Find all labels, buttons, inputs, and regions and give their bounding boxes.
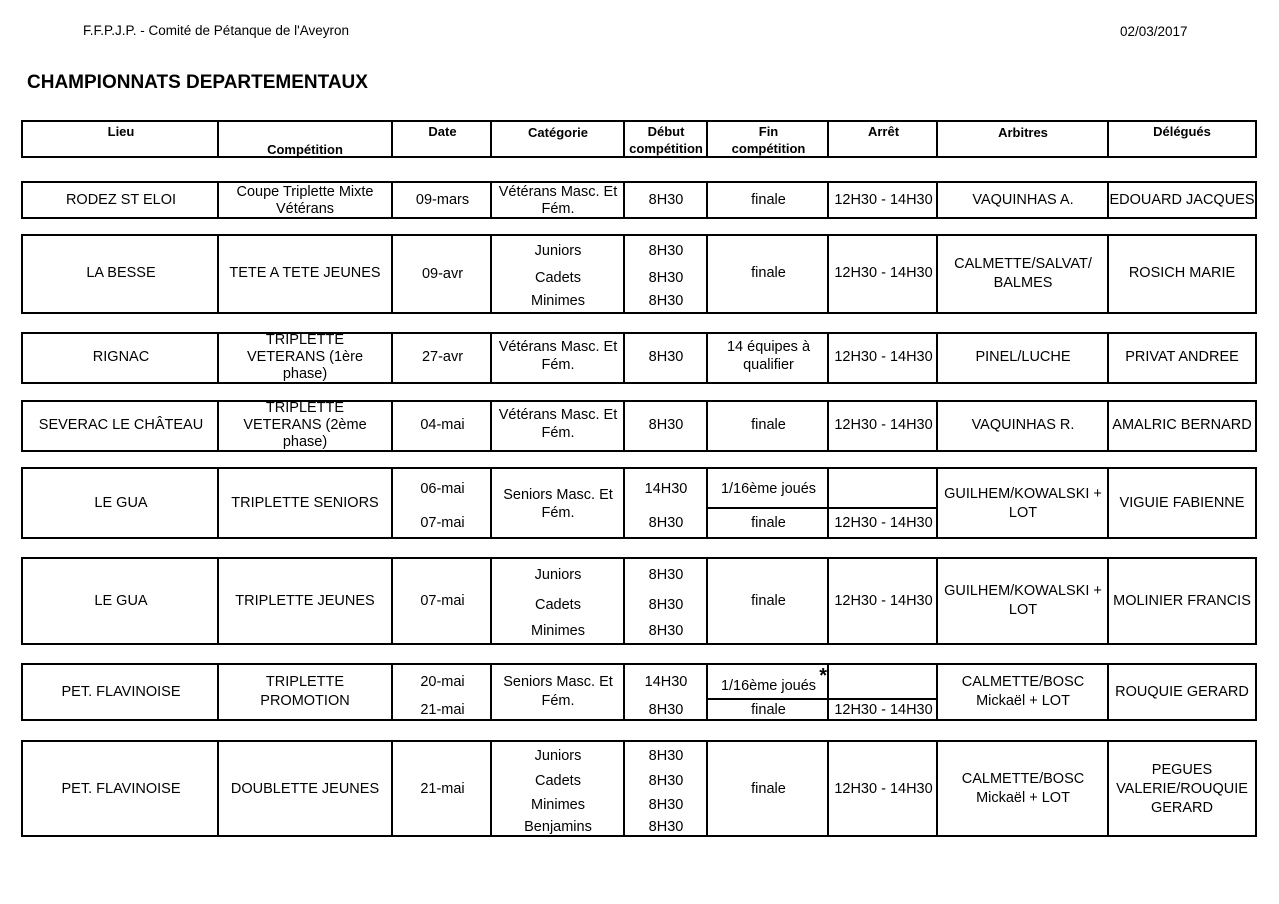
sub-row-divider: [708, 507, 829, 509]
arbitres-text: CALMETTE/SALVAT/: [954, 256, 1092, 272]
cell-fin: [706, 236, 829, 312]
categorie-text: Vétérans Masc. Et: [498, 339, 618, 355]
cell-fin: [706, 402, 829, 450]
arret-text: 12H30 - 14H30: [834, 781, 933, 797]
competition-text: TRIPLETTE: [265, 332, 345, 348]
debut-text: 14H30: [644, 481, 688, 497]
debut-text: 8H30: [648, 773, 684, 789]
arbitres-text: CALMETTE/BOSC: [961, 674, 1085, 690]
col-lieu-header: [23, 122, 219, 156]
categorie-text: Fém.: [541, 693, 575, 709]
cell-fin: [706, 665, 829, 719]
arbitres-text: PINEL/LUCHE: [975, 349, 1071, 365]
cell-debut: [623, 334, 707, 382]
cell-lieu: [23, 742, 219, 835]
debut-text: 8H30: [648, 748, 684, 764]
cell-categorie: [490, 183, 624, 217]
col-delegues-label: Délégués: [1153, 124, 1211, 139]
arret-text: 12H30 - 14H30: [834, 515, 933, 531]
arbitres-text: GUILHEM/KOWALSKI +: [944, 486, 1102, 502]
cell-debut: [623, 559, 707, 643]
col-competition-label: Compétition: [267, 142, 343, 157]
date-text: 27-avr: [421, 349, 464, 365]
col-competition-header: [217, 122, 391, 156]
table-row: [21, 332, 1257, 384]
col-categorie-header: [490, 122, 624, 156]
col-debut-header: [623, 122, 707, 156]
arbitres-text: VAQUINHAS R.: [971, 417, 1075, 433]
fin-text: 1/16ème joués: [720, 481, 817, 497]
cell-fin: [706, 742, 829, 835]
arbitres-text: LOT: [1008, 602, 1038, 618]
table-row: [21, 400, 1257, 452]
cell-debut: [623, 236, 707, 312]
categorie-text: Cadets: [535, 773, 581, 789]
col-debut-label-2: compétition: [629, 141, 703, 156]
fin-text: finale: [751, 781, 786, 797]
table-row: [21, 234, 1257, 314]
col-categorie-label: Catégorie: [528, 125, 588, 140]
debut-text: 8H30: [648, 349, 684, 365]
table-header: [21, 120, 1257, 158]
categorie-text: Fém.: [541, 425, 575, 441]
categorie-text: Seniors Masc. Et: [503, 674, 613, 690]
debut-text: 8H30: [648, 623, 684, 639]
date-text: 07-mai: [420, 515, 465, 531]
cell-delegues: [1107, 236, 1255, 312]
delegues-text: PRIVAT ANDREE: [1125, 349, 1239, 365]
cell-arret: [827, 742, 938, 835]
cell-debut: [623, 665, 707, 719]
arret-text: 12H30 - 14H30: [834, 593, 933, 609]
categorie-text: Juniors: [534, 748, 582, 764]
cell-date: [391, 742, 492, 835]
delegues-text: ROUQUIE GERARD: [1115, 684, 1249, 700]
cell-competition: [217, 183, 391, 217]
cell-arret: [827, 469, 938, 537]
cell-date: [391, 665, 492, 719]
lieu-text: RIGNAC: [92, 349, 150, 365]
date-text: 06-mai: [420, 481, 465, 497]
cell-lieu: [23, 183, 219, 217]
document-date: 02/03/2017: [1120, 24, 1188, 39]
debut-text: 8H30: [648, 797, 684, 813]
categorie-text: Cadets: [535, 597, 581, 613]
org-name: F.F.P.J.P. - Comité de Pétanque de l'Aveyron: [83, 23, 349, 38]
col-fin-header: [706, 122, 829, 156]
col-debut-label: Début: [647, 124, 685, 139]
asterisk-mark: *: [819, 665, 827, 687]
fin-text: 14 équipes à: [726, 339, 811, 355]
delegues-text: GERARD: [1150, 800, 1214, 816]
cell-arbitres: [936, 559, 1108, 643]
delegues-text: MOLINIER FRANCIS: [1113, 593, 1251, 609]
table-row: [21, 181, 1257, 219]
categorie-text: Seniors Masc. Et: [503, 487, 613, 503]
col-arbitres-label: Arbitres: [998, 125, 1048, 140]
cell-arbitres: [936, 665, 1108, 719]
cell-date: [391, 183, 492, 217]
arbitres-text: LOT: [1008, 505, 1038, 521]
lieu-text: SEVERAC LE CHÂTEAU: [38, 417, 204, 433]
cell-fin: [706, 334, 829, 382]
categorie-text: Minimes: [531, 293, 585, 309]
debut-text: 14H30: [644, 674, 688, 690]
cell-competition: [217, 742, 391, 835]
cell-debut: [623, 402, 707, 450]
col-date-header: [391, 122, 492, 156]
debut-text: 8H30: [648, 819, 684, 835]
cell-date: [391, 469, 492, 537]
debut-text: 8H30: [648, 597, 684, 613]
fin-text: qualifier: [743, 357, 794, 373]
competition-text: Vétérans: [275, 201, 335, 217]
col-arbitres-header: [936, 122, 1108, 156]
debut-text: 8H30: [648, 702, 684, 718]
competition-text: phase): [282, 434, 328, 450]
table-row: [21, 740, 1257, 837]
categorie-text: Minimes: [531, 797, 585, 813]
date-text: 21-mai: [420, 702, 465, 718]
debut-text: 8H30: [648, 192, 684, 208]
fin-text: finale: [751, 593, 786, 609]
fin-text: finale: [751, 515, 786, 531]
arbitres-text: CALMETTE/BOSC: [961, 771, 1085, 787]
categorie-text: Juniors: [534, 243, 582, 259]
fin-text: finale: [751, 417, 786, 433]
competition-text: phase): [282, 366, 328, 382]
fin-text: finale: [751, 265, 786, 281]
arbitres-text: VAQUINHAS A.: [972, 192, 1074, 208]
date-text: 09-mars: [415, 192, 470, 208]
cell-arbitres: [936, 183, 1108, 217]
categorie-text: Vétérans Masc. Et: [498, 184, 618, 200]
cell-lieu: [23, 236, 219, 312]
cell-date: [391, 559, 492, 643]
cell-arbitres: [936, 742, 1108, 835]
sub-row-divider: [708, 698, 829, 700]
cell-categorie: [490, 334, 624, 382]
cell-date: [391, 236, 492, 312]
arbitres-text: GUILHEM/KOWALSKI +: [944, 583, 1102, 599]
cell-categorie: [490, 742, 624, 835]
fin-text: 1/16ème joués: [720, 678, 817, 694]
table-row: [21, 557, 1257, 645]
cell-delegues: [1107, 559, 1255, 643]
col-delegues-header: [1107, 122, 1255, 156]
delegues-text: VIGUIE FABIENNE: [1119, 495, 1245, 511]
col-fin-label-2: compétition: [731, 141, 806, 156]
col-arret-label: Arrêt: [867, 124, 900, 139]
cell-delegues: [1107, 469, 1255, 537]
cell-arret: [827, 334, 938, 382]
cell-delegues: [1107, 183, 1255, 217]
delegues-text: AMALRIC BERNARD: [1112, 417, 1252, 433]
cell-debut: [623, 183, 707, 217]
col-date-label: Date: [428, 124, 457, 139]
table-row: [21, 663, 1257, 721]
categorie-text: Fém.: [541, 201, 575, 217]
categorie-text: Minimes: [531, 623, 585, 639]
competition-text: VETERANS (2ème: [243, 417, 367, 433]
arret-text: 12H30 - 14H30: [834, 192, 933, 208]
cell-delegues: [1107, 402, 1255, 450]
col-lieu-label: Lieu: [107, 124, 135, 139]
lieu-text: PET. FLAVINOISE: [61, 684, 181, 700]
arbitres-text: Mickaël + LOT: [976, 693, 1070, 709]
cell-fin: [706, 559, 829, 643]
cell-arbitres: [936, 236, 1108, 312]
date-text: 21-mai: [420, 781, 465, 797]
cell-arbitres: [936, 469, 1108, 537]
cell-debut: [623, 742, 707, 835]
cell-lieu: [23, 559, 219, 643]
cell-competition: [217, 236, 391, 312]
cell-date: [391, 334, 492, 382]
cell-competition: [217, 334, 391, 382]
competition-text: DOUBLETTE JEUNES: [230, 781, 380, 797]
cell-fin: [706, 469, 829, 537]
cell-categorie: [490, 469, 624, 537]
cell-lieu: [23, 402, 219, 450]
cell-debut: [623, 469, 707, 537]
cell-delegues: [1107, 742, 1255, 835]
categorie-text: Vétérans Masc. Et: [498, 407, 618, 423]
page-title: CHAMPIONNATS DEPARTEMENTAUX: [27, 72, 368, 93]
sub-row-divider: [829, 698, 938, 700]
arret-text: 12H30 - 14H30: [834, 702, 933, 718]
delegues-text: VALERIE/ROUQUIE: [1116, 781, 1248, 797]
categorie-text: Fém.: [541, 505, 575, 521]
date-text: 04-mai: [420, 417, 465, 433]
cell-arret: [827, 665, 938, 719]
fin-text: finale: [751, 192, 786, 208]
cell-categorie: [490, 402, 624, 450]
cell-lieu: [23, 665, 219, 719]
cell-arbitres: [936, 402, 1108, 450]
cell-categorie: [490, 665, 624, 719]
cell-arret: [827, 402, 938, 450]
competition-text: TETE A TETE JEUNES: [229, 265, 381, 281]
cell-delegues: [1107, 665, 1255, 719]
cell-competition: [217, 665, 391, 719]
cell-arret: [827, 559, 938, 643]
lieu-text: LA BESSE: [86, 265, 156, 281]
competition-text: VETERANS (1ère: [246, 349, 364, 365]
cell-lieu: [23, 334, 219, 382]
arret-text: 12H30 - 14H30: [834, 265, 933, 281]
debut-text: 8H30: [648, 293, 684, 309]
fin-text: finale: [751, 702, 786, 718]
cell-arret: [827, 236, 938, 312]
cell-categorie: [490, 559, 624, 643]
col-arret-header: [827, 122, 938, 156]
debut-text: 8H30: [648, 417, 684, 433]
cell-delegues: [1107, 334, 1255, 382]
cell-competition: [217, 559, 391, 643]
categorie-text: Juniors: [534, 567, 582, 583]
cell-date: [391, 402, 492, 450]
competition-text: TRIPLETTE JEUNES: [235, 593, 375, 609]
debut-text: 8H30: [648, 243, 684, 259]
cell-lieu: [23, 469, 219, 537]
categorie-text: Fém.: [541, 357, 575, 373]
competition-text: TRIPLETTE: [265, 400, 345, 416]
competition-text: PROMOTION: [260, 693, 350, 709]
debut-text: 8H30: [648, 270, 684, 286]
competition-text: TRIPLETTE SENIORS: [231, 495, 379, 511]
arbitres-text: Mickaël + LOT: [976, 790, 1070, 806]
debut-text: 8H30: [648, 515, 684, 531]
lieu-text: RODEZ ST ELOI: [65, 192, 177, 208]
arret-text: 12H30 - 14H30: [834, 349, 933, 365]
lieu-text: LE GUA: [94, 495, 148, 511]
categorie-text: Cadets: [535, 270, 581, 286]
col-fin-label: Fin: [758, 124, 779, 139]
lieu-text: PET. FLAVINOISE: [61, 781, 181, 797]
arbitres-text: BALMES: [993, 275, 1053, 291]
lieu-text: LE GUA: [94, 593, 148, 609]
cell-fin: [706, 183, 829, 217]
competition-text: TRIPLETTE: [265, 674, 345, 690]
delegues-text: PEGUES: [1151, 762, 1213, 778]
sub-row-divider: [829, 507, 938, 509]
competition-text: Coupe Triplette Mixte: [236, 184, 374, 200]
cell-competition: [217, 469, 391, 537]
date-text: 09-avr: [421, 266, 464, 282]
delegues-text: ROSICH MARIE: [1128, 265, 1236, 281]
cell-categorie: [490, 236, 624, 312]
date-text: 20-mai: [420, 674, 465, 690]
arret-text: 12H30 - 14H30: [834, 417, 933, 433]
cell-competition: [217, 402, 391, 450]
cell-arbitres: [936, 334, 1108, 382]
date-text: 07-mai: [420, 593, 465, 609]
delegues-text: EDOUARD JACQUES: [1109, 192, 1255, 208]
debut-text: 8H30: [648, 567, 684, 583]
categorie-text: Benjamins: [524, 819, 592, 835]
table-row: [21, 467, 1257, 539]
cell-arret: [827, 183, 938, 217]
